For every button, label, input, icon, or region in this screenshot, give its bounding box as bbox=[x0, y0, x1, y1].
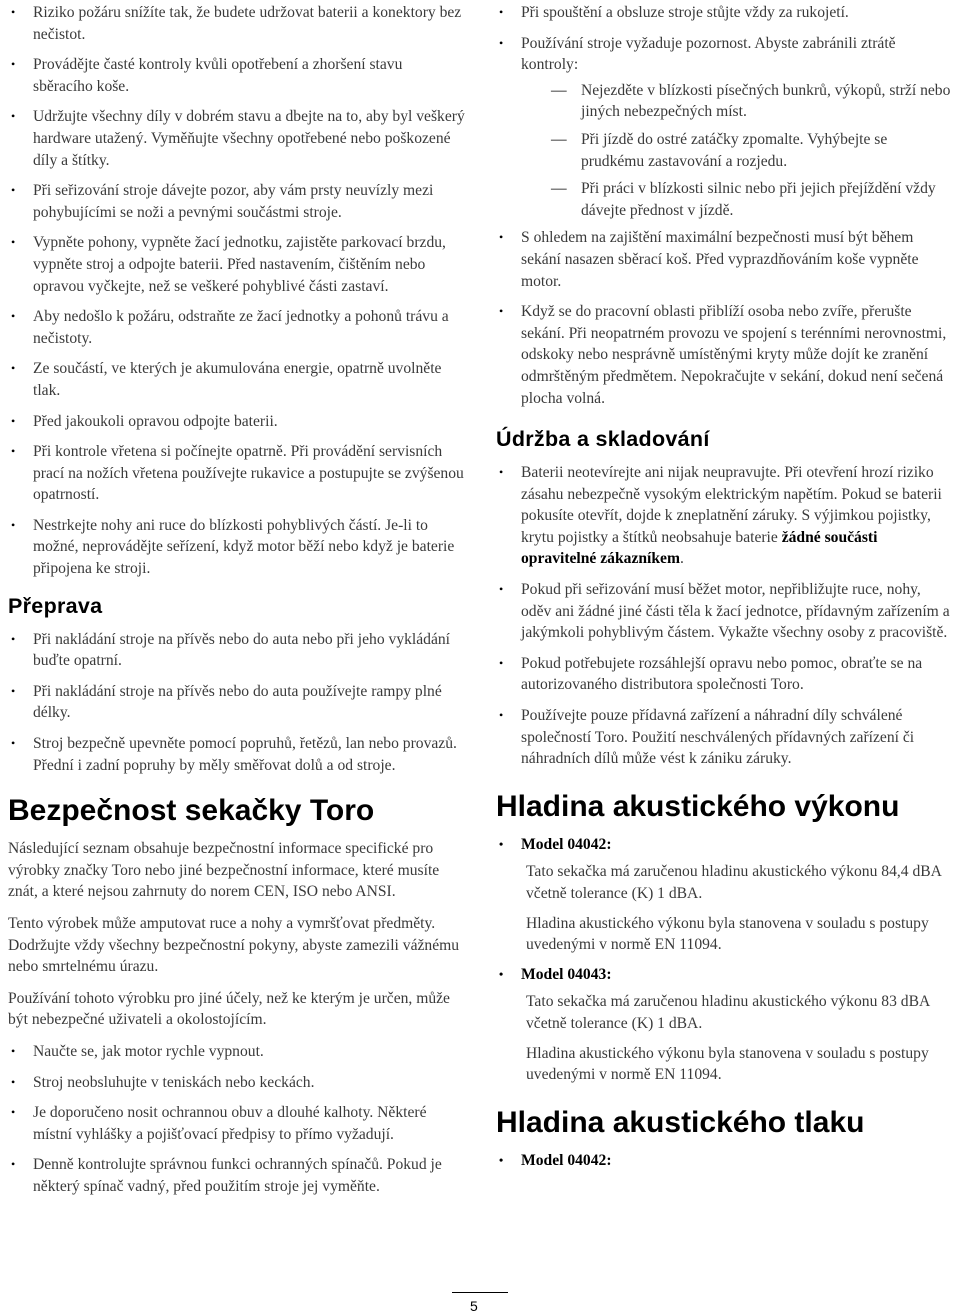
list-item: • Při seřizování stroje dávejte pozor, aby vám prsty neuvízly mezi pohybujícími se noži a pevnými součástmi stroje. bbox=[8, 180, 466, 223]
paragraph: Tato sekačka má zaručenou hladinu akustického výkonu 83 dBA včetně tolerance (K) 1 dBA. bbox=[526, 993, 930, 1032]
model-label: • Model 04042: bbox=[496, 1150, 952, 1172]
left-column bbox=[8, 0, 466, 1207]
list-item-text: Baterii neotevírejte ani nijak neupravujte. Při otevření hrozí riziko zásahu nebezpečně vysokým elektrickým napětím. Pokud se baterii pokusíte otevřít, dojde k zneplatnění záruky. S výjimkou pojistky, krytu pojistky a štítků neobsahuje baterie bbox=[521, 464, 942, 546]
paragraph: Používání tohoto výrobku pro jiné účely, než ke kterým je určen, může být nebezpečné uživateli a okolostojícím. bbox=[8, 989, 450, 1029]
list-item: • Naučte se, jak motor rychle vypnout. bbox=[8, 1041, 466, 1063]
bullet-list-operation bbox=[496, 2, 952, 409]
model-label: • Model 04042: bbox=[496, 834, 952, 856]
list-item-text: Používání stroje vyžaduje pozornost. Abyste zabránili ztrátě kontroly: bbox=[521, 34, 896, 74]
list-item: • Stroj neobsluhujte v teniskách nebo keckách. bbox=[8, 1072, 466, 1094]
list-item: • Před jakoukoli opravou odpojte baterii. bbox=[8, 411, 466, 433]
sub-list-item: — Při práci v blízkosti silnic nebo při jejich přejíždění vždy dávejte přednost v jízdě. bbox=[551, 178, 952, 221]
list-item: • Je doporučeno nosit ochrannou obuv a dlouhé kalhoty. Některé místní vyhlášky a pojišťovací předpisy to přímo vyžadují. bbox=[8, 1102, 466, 1145]
list-item: • Vypněte pohony, vypněte žací jednotku, zajistěte parkovací brzdu, vypněte stroj a odpojte baterii. Před nastavením, čištěním nebo opravou vyčkejte, než se veškeré pohyblivé části zastaví. bbox=[8, 232, 466, 297]
paragraph: Následující seznam obsahuje bezpečnostní informace specifické pro výrobky značky Toro nebo jiné bezpečnostní informace, které musíte znát, a které nejsou zahrnuty do norem CEN, ISO nebo ANSI. bbox=[8, 840, 440, 901]
list-item: • Při spouštění a obsluze stroje stůjte vždy za rukojetí. bbox=[496, 2, 952, 24]
list-item: • Riziko požáru snížíte tak, že budete udržovat baterii a konektory bez nečistot. bbox=[8, 2, 466, 45]
list-item: • Při kontrole vřetena si počínejte opatrně. Při provádění servisních prací na nožích vřetena používejte rukavice a postupujte se zvýšenou opatrností. bbox=[8, 441, 466, 506]
list-item: • Stroj bezpečně upevněte pomocí popruhů, řetězů, lan nebo provazů. Přední i zadní popruhy by měly směřovat dolů a od stroje. bbox=[8, 733, 466, 776]
sub-list-item: — Nejezděte v blízkosti písečných bunkrů, výkopů, strží nebo jiných nebezpečných míst. bbox=[551, 80, 952, 123]
list-item bbox=[496, 33, 952, 222]
list-item: • Ze součástí, ve kterých je akumulována energie, opatrně uvolněte tlak. bbox=[8, 358, 466, 401]
list-item: • Denně kontrolujte správnou funkci ochranných spínačů. Pokud je některý spínač vadný, před použitím stroje jej vyměňte. bbox=[8, 1154, 466, 1197]
heading-preprava: Přeprava bbox=[8, 593, 103, 618]
bullet-list-udrzba bbox=[496, 462, 952, 770]
paragraph: Hladina akustického výkonu byla stanovena v souladu s postupy uvedenými v normě EN 11094. bbox=[526, 1044, 929, 1084]
list-item: • Nestrkejte nohy ani ruce do blízkosti pohyblivých částí. Je-li to možné, neprovádějte seřízení, když motor běží nebo když je baterie připojena ke stroji. bbox=[8, 515, 466, 580]
bold-text: žádné součásti opravitelné zákazníkem bbox=[521, 528, 878, 568]
paragraph: Hladina akustického výkonu byla stanovena v souladu s postupy uvedenými v normě EN 11094. bbox=[526, 914, 929, 954]
right-column bbox=[496, 0, 952, 1177]
list-item: • Provádějte časté kontroly kvůli opotřebení a zhoršení stavu sběracího koše. bbox=[8, 54, 466, 97]
list-item-text-end: . bbox=[679, 550, 684, 568]
heading-sound-power: Hladina akustického výkonu bbox=[496, 789, 900, 823]
heading-toro-safety: Bezpečnost sekačky Toro bbox=[8, 794, 375, 828]
list-item: • Když se do pracovní oblasti přiblíží osoba nebo zvíře, přerušte sekání. Při neopatrném provozu ve spojení s terénními nerovnostmi, odskoky nebo nesprávně umístěnými kryty může dojít ke zranění odmrštěným předmětem. Nepokračujte v sekání, dokud není sečená plocha volná. bbox=[496, 301, 952, 409]
model-label: • Model 04043: bbox=[496, 964, 952, 986]
heading-udrzba: Údržba a skladování bbox=[496, 427, 710, 452]
list-item: • Při nakládání stroje na přívěs nebo do auta používejte rampy plné délky. bbox=[8, 681, 466, 724]
bullet-list-preprava bbox=[8, 629, 466, 777]
page-number: 5 bbox=[470, 1298, 478, 1314]
list-item: • Používejte pouze přídavná zařízení a náhradní díly schválené společností Toro. Použití neschválených přídavných zařízení či náhradních dílů může vést k zániku záruky. bbox=[496, 705, 952, 770]
bullet-list-top bbox=[8, 2, 466, 580]
sub-list-item: — Při jízdě do ostré zatáčky zpomalte. Vyhýbejte se prudkému zastavování a rozjedu. bbox=[551, 129, 952, 172]
paragraph: Tento výrobek může amputovat ruce a nohy a vymršťovat předměty. Dodržujte vždy všechny bezpečnostní pokyny, abyste zamezili vážnému nebo smrtelnému úrazu. bbox=[8, 915, 460, 976]
sub-list bbox=[551, 80, 952, 222]
heading-sound-pressure: Hladina akustického tlaku bbox=[496, 1105, 865, 1139]
list-item: • Udržujte všechny díly v dobrém stavu a dbejte na to, aby byl veškerý hardware utažený. Vyměňujte všechny opotřebené nebo poškozené díly a štítky. bbox=[8, 106, 466, 171]
bullet-list-toro bbox=[8, 1041, 466, 1198]
paragraph: Tato sekačka má zaručenou hladinu akustického výkonu 84,4 dBA včetně tolerance (K) 1 dBA. bbox=[526, 863, 942, 902]
list-item: • Aby nedošlo k požáru, odstraňte ze žací jednotky a pohonů trávu a nečistoty. bbox=[8, 306, 466, 349]
list-item: • Pokud potřebujete rozsáhlejší opravu nebo pomoc, obraťte se na autorizovaného distributora společnosti Toro. bbox=[496, 653, 952, 696]
list-item: • Při nakládání stroje na přívěs nebo do auta nebo při jeho vykládání buďte opatrní. bbox=[8, 629, 466, 672]
footer-divider bbox=[452, 1292, 508, 1293]
list-item: • S ohledem na zajištění maximální bezpečnosti musí být během sekání nasazen sběrací koš. Před vyprazdňováním koše vypněte motor. bbox=[496, 227, 952, 292]
list-item bbox=[496, 462, 952, 570]
list-item: • Pokud při seřizování musí běžet motor, nepřibližujte ruce, nohy, oděv ani žádné jiné části těla k žací jednotce, přídavným zařízením a jakýmkoli pohyblivým částem. Vykažte všechny osoby z pracoviště. bbox=[496, 579, 952, 644]
